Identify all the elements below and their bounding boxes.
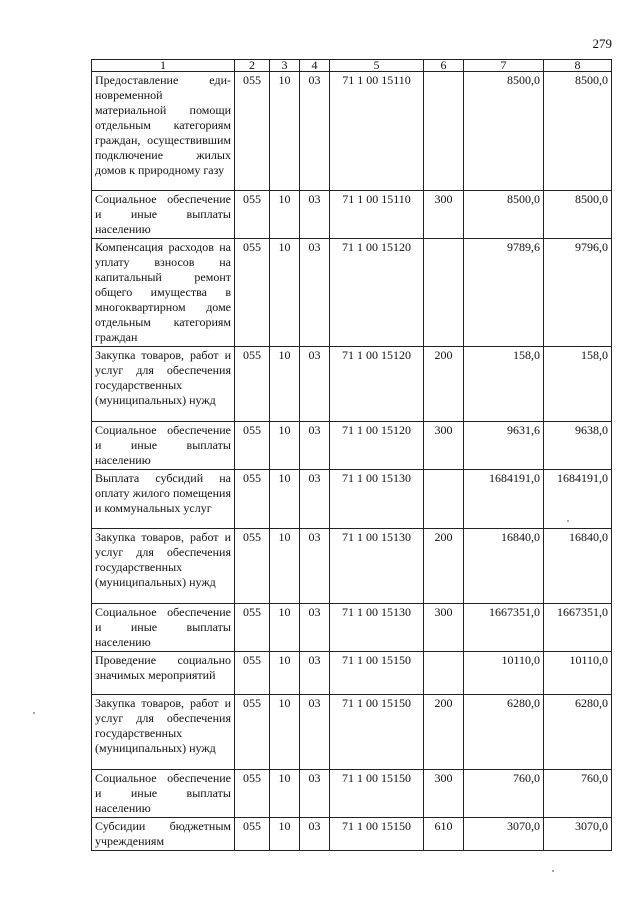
row-section: 10	[270, 695, 300, 770]
row-sum-col8: 10110,0	[544, 652, 612, 695]
row-expense-type: 300	[424, 422, 464, 470]
row-expense-type: 300	[424, 191, 464, 239]
row-target-article: 71 1 00 15130	[330, 470, 424, 529]
row-sum-col7: 8500,0	[464, 191, 544, 239]
row-code: 055	[235, 529, 270, 604]
scan-speck	[552, 870, 554, 872]
table-row	[92, 695, 612, 770]
row-sum-col8: 6280,0	[544, 695, 612, 770]
row-subsection: 03	[300, 604, 330, 652]
row-expense-type	[424, 72, 464, 191]
row-sum-col7: 3070,0	[464, 818, 544, 851]
row-name: Предоставление еди-новременной материальной помощи отдельным категориям граждан, осуществившим подключение жилых домов к природному газу	[92, 72, 235, 191]
row-sum-col7: 8500,0	[464, 72, 544, 191]
table-row	[92, 604, 612, 652]
row-sum-col8: 158,0	[544, 347, 612, 422]
table-row	[92, 652, 612, 695]
row-code: 055	[235, 72, 270, 191]
table-row	[92, 422, 612, 470]
row-target-article: 71 1 00 15150	[330, 770, 424, 818]
row-code: 055	[235, 239, 270, 347]
row-name: Социальное обеспечение и иные выплаты населению	[92, 770, 235, 818]
row-target-article: 71 1 00 15110	[330, 191, 424, 239]
column-header: 4	[300, 60, 330, 72]
row-subsection: 03	[300, 422, 330, 470]
row-sum-col8: 3070,0	[544, 818, 612, 851]
row-code: 055	[235, 422, 270, 470]
row-expense-type: 200	[424, 347, 464, 422]
row-subsection: 03	[300, 529, 330, 604]
row-expense-type: 300	[424, 604, 464, 652]
row-subsection: 03	[300, 347, 330, 422]
scan-speck	[567, 520, 569, 522]
row-section: 10	[270, 191, 300, 239]
row-sum-col7: 9789,6	[464, 239, 544, 347]
row-expense-type	[424, 470, 464, 529]
table-row	[92, 529, 612, 604]
row-sum-col8: 9638,0	[544, 422, 612, 470]
column-header: 8	[544, 60, 612, 72]
row-target-article: 71 1 00 15130	[330, 604, 424, 652]
row-sum-col7: 1667351,0	[464, 604, 544, 652]
column-header: 3	[270, 60, 300, 72]
column-header: 7	[464, 60, 544, 72]
budget-table	[91, 59, 612, 851]
row-sum-col8: 16840,0	[544, 529, 612, 604]
row-section: 10	[270, 818, 300, 851]
page-number: 279	[592, 36, 612, 51]
column-header: 6	[424, 60, 464, 72]
row-name: Субсидии бюджетным учреждениям	[92, 818, 235, 851]
row-target-article: 71 1 00 15150	[330, 695, 424, 770]
row-sum-col8: 1667351,0	[544, 604, 612, 652]
row-target-article: 71 1 00 15130	[330, 529, 424, 604]
table-row	[92, 191, 612, 239]
column-header: 1	[92, 60, 235, 72]
row-code: 055	[235, 347, 270, 422]
row-sum-col7: 10110,0	[464, 652, 544, 695]
row-target-article: 71 1 00 15120	[330, 422, 424, 470]
row-subsection: 03	[300, 770, 330, 818]
table-row	[92, 239, 612, 347]
table-row	[92, 72, 612, 191]
row-subsection: 03	[300, 695, 330, 770]
row-sum-col8: 760,0	[544, 770, 612, 818]
table-row	[92, 818, 612, 851]
row-target-article: 71 1 00 15120	[330, 347, 424, 422]
row-section: 10	[270, 72, 300, 191]
row-name: Компенсация расходов на уплату взносов на капитальный ремонт общего имущества в многоквартирном доме отдельным категориям граждан	[92, 239, 235, 347]
row-section: 10	[270, 652, 300, 695]
row-sum-col7: 16840,0	[464, 529, 544, 604]
row-subsection: 03	[300, 191, 330, 239]
row-expense-type: 610	[424, 818, 464, 851]
row-code: 055	[235, 652, 270, 695]
row-sum-col7: 158,0	[464, 347, 544, 422]
row-expense-type: 200	[424, 695, 464, 770]
row-subsection: 03	[300, 72, 330, 191]
row-code: 055	[235, 191, 270, 239]
row-code: 055	[235, 470, 270, 529]
row-target-article: 71 1 00 15150	[330, 652, 424, 695]
table-row	[92, 770, 612, 818]
row-target-article: 71 1 00 15150	[330, 818, 424, 851]
row-sum-col8: 8500,0	[544, 72, 612, 191]
row-target-article: 71 1 00 15120	[330, 239, 424, 347]
row-sum-col8: 8500,0	[544, 191, 612, 239]
row-sum-col8: 1684191,0	[544, 470, 612, 529]
table-row	[92, 470, 612, 529]
column-header: 2	[235, 60, 270, 72]
row-section: 10	[270, 529, 300, 604]
table-header-row	[92, 60, 612, 72]
row-name: Закупка товаров, работ и услуг для обеспечения государственных (муниципальных) нужд	[92, 529, 235, 604]
column-header: 5	[330, 60, 424, 72]
row-section: 10	[270, 347, 300, 422]
row-name: Социальное обеспечение и иные выплаты населению	[92, 604, 235, 652]
row-code: 055	[235, 770, 270, 818]
table-body	[92, 72, 612, 851]
row-section: 10	[270, 770, 300, 818]
row-code: 055	[235, 818, 270, 851]
row-expense-type	[424, 652, 464, 695]
row-subsection: 03	[300, 239, 330, 347]
row-section: 10	[270, 239, 300, 347]
row-section: 10	[270, 604, 300, 652]
row-name: Проведение социально значимых мероприятий	[92, 652, 235, 695]
table-row	[92, 347, 612, 422]
row-sum-col7: 9631,6	[464, 422, 544, 470]
row-section: 10	[270, 470, 300, 529]
scan-speck	[33, 712, 35, 714]
row-expense-type	[424, 239, 464, 347]
row-expense-type: 200	[424, 529, 464, 604]
row-sum-col7: 6280,0	[464, 695, 544, 770]
row-code: 055	[235, 695, 270, 770]
row-sum-col8: 9796,0	[544, 239, 612, 347]
row-name: Социальное обеспечение и иные выплаты населению	[92, 422, 235, 470]
row-sum-col7: 760,0	[464, 770, 544, 818]
row-name: Выплата субсидий на оплату жилого помещения и коммунальных услуг	[92, 470, 235, 529]
row-subsection: 03	[300, 652, 330, 695]
row-expense-type: 300	[424, 770, 464, 818]
row-code: 055	[235, 604, 270, 652]
row-name: Социальное обеспечение и иные выплаты населению	[92, 191, 235, 239]
row-subsection: 03	[300, 818, 330, 851]
row-name: Закупка товаров, работ и услуг для обеспечения государственных (муниципальных) нужд	[92, 347, 235, 422]
row-sum-col7: 1684191,0	[464, 470, 544, 529]
row-target-article: 71 1 00 15110	[330, 72, 424, 191]
row-section: 10	[270, 422, 300, 470]
row-name: Закупка товаров, работ и услуг для обеспечения государственных (муниципальных) нужд	[92, 695, 235, 770]
row-subsection: 03	[300, 470, 330, 529]
